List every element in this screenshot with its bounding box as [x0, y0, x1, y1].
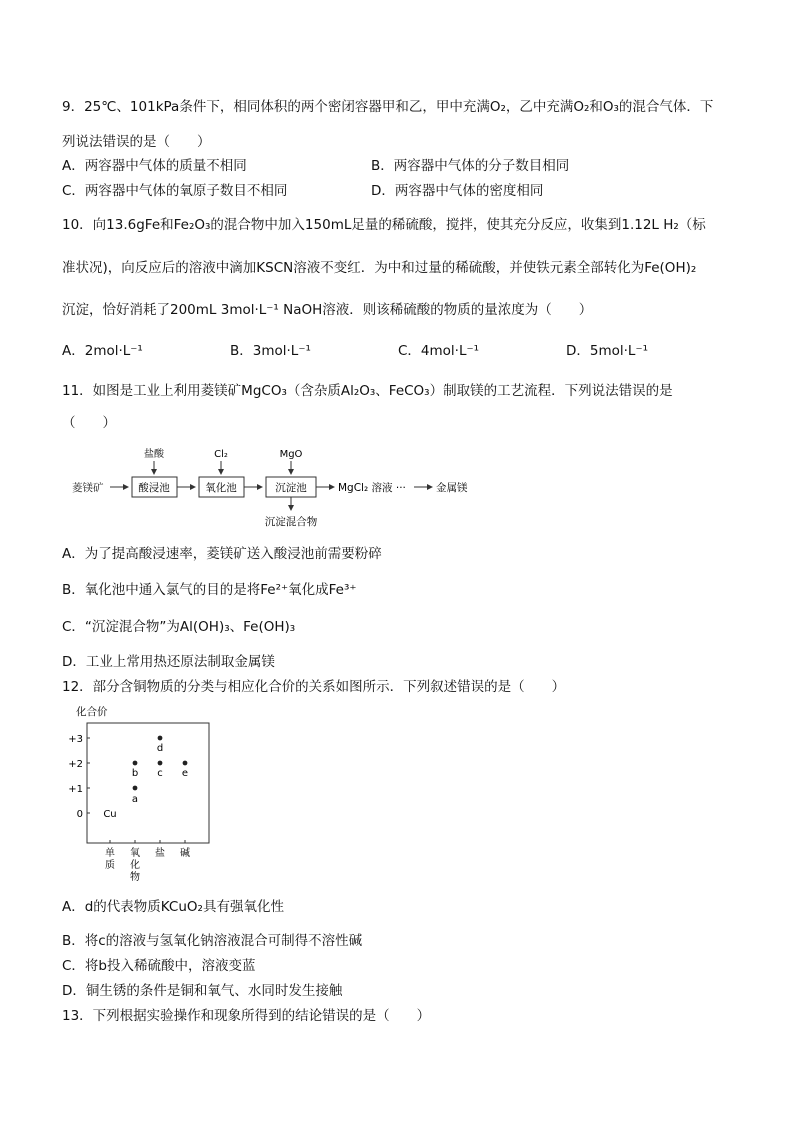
- data-point-b: [133, 761, 138, 766]
- mgcl2-solution-label: MgCl₂ 溶液 ···: [338, 482, 406, 494]
- q11-option-a: A．为了提高酸浸速率，菱镁矿送入酸浸池前需要粉碎: [62, 546, 382, 562]
- acid-leach-tank-label: 酸浸池: [138, 482, 170, 494]
- data-point-d: [158, 736, 163, 741]
- q12-option-c: C．将b投入稀硫酸中，溶液变蓝: [62, 958, 256, 974]
- q10-stem-line3: 沉淀，恰好消耗了200mL 3mol·L⁻¹ NaOH溶液．则该稀硫酸的物质的量浓度为（ ）: [62, 302, 593, 318]
- y-tick-label: +1: [68, 784, 83, 795]
- y-tick-label: 0: [76, 809, 83, 820]
- q10-option-d: D．5mol·L⁻¹: [566, 343, 648, 359]
- x-category-label: 单质: [105, 848, 115, 871]
- q11-stem-line1: 11．如图是工业上利用菱镁矿MgCO₃（含杂质Al₂O₃、FeCO₃）制取镁的工艺流程．下列说法错误的是: [62, 383, 673, 399]
- q11-option-c: C．“沉淀混合物”为Al(OH)₃、Fe(OH)₃: [62, 619, 296, 635]
- q9-stem-line2: 列说法错误的是（ ）: [62, 134, 211, 150]
- q9-stem-line1: 9．25℃、101kPa条件下，相同体积的两个密闭容器甲和乙，甲中充满O₂，乙中充满O₂和O₃的混合气体．下: [62, 99, 714, 115]
- copper-valence-chart: [62, 703, 222, 883]
- q10-stem-line2: 准状况)，向反应后的溶液中滴加KSCN溶液不变红．为中和过量的稀硫酸，并使铁元素全部转化为Fe(OH)₂: [62, 260, 697, 276]
- flow-start-label: 菱镁矿: [72, 482, 104, 494]
- q10-stem-line1: 10．向13.6gFe和Fe₂O₃的混合物中加入150mL足量的稀硫酸，搅拌，使其充分反应，收集到1.12L H₂（标: [62, 217, 706, 233]
- precipitation-tank-label: 沉淀池: [275, 482, 307, 494]
- q9-option-d: D．两容器中气体的密度相同: [371, 183, 544, 199]
- q11-option-b: B．氧化池中通入氯气的目的是将Fe²⁺氧化成Fe³⁺: [62, 582, 357, 598]
- x-category-label: 盐: [155, 848, 165, 859]
- q9-option-c: C．两容器中气体的氧原子数目不相同: [62, 183, 288, 199]
- data-point-c: [158, 761, 163, 766]
- data-point-a: [133, 786, 138, 791]
- x-category-label: 碱: [180, 848, 190, 859]
- metallic-magnesium-label: 金属镁: [436, 482, 468, 494]
- hydrochloric-acid-label: 盐酸: [144, 449, 164, 460]
- data-point-label-d: d: [156, 743, 164, 754]
- data-point-e: [183, 761, 188, 766]
- chlorine-label: Cl₂: [214, 449, 228, 460]
- q11-option-d: D．工业上常用热还原法制取金属镁: [62, 654, 275, 670]
- data-point-label-e: e: [181, 768, 189, 779]
- q9-option-b: B．两容器中气体的分子数目相同: [371, 158, 570, 174]
- q12-stem-line1: 12．部分含铜物质的分类与相应化合价的关系如图所示．下列叙述错误的是（ ）: [62, 679, 566, 695]
- y-tick-label: +3: [68, 734, 83, 745]
- chart-plot-frame: [87, 723, 209, 843]
- q12-option-a: A．d的代表物质KCuO₂具有强氧化性: [62, 899, 284, 915]
- q11-stem-line2: （ ）: [62, 415, 116, 431]
- data-point-label-b: b: [131, 768, 139, 779]
- data-point-label-Cu: Cu: [103, 809, 117, 820]
- q10-option-b: B．3mol·L⁻¹: [230, 343, 311, 359]
- process-flow-diagram: [62, 445, 492, 535]
- precipitate-mixture-label: 沉淀混合物: [264, 516, 318, 528]
- x-category-label: 氧化物: [130, 848, 140, 883]
- chart-ylabel: 化合价: [76, 706, 108, 718]
- q13-stem-line1: 13．下列根据实验操作和现象所得到的结论错误的是（ ）: [62, 1008, 431, 1024]
- y-tick-label: +2: [68, 759, 83, 770]
- q10-option-c: C．4mol·L⁻¹: [398, 343, 480, 359]
- mgo-label: MgO: [279, 449, 303, 460]
- q12-option-b: B．将c的溶液与氢氧化钠溶液混合可制得不溶性碱: [62, 933, 363, 949]
- q12-option-d: D．铜生锈的条件是铜和氧气、水同时发生接触: [62, 983, 343, 999]
- data-point-label-c: c: [157, 768, 163, 779]
- data-point-label-a: a: [131, 794, 139, 805]
- oxidation-tank-label: 氧化池: [205, 482, 237, 494]
- q10-option-a: A．2mol·L⁻¹: [62, 343, 143, 359]
- q9-option-a: A．两容器中气体的质量不相同: [62, 158, 247, 174]
